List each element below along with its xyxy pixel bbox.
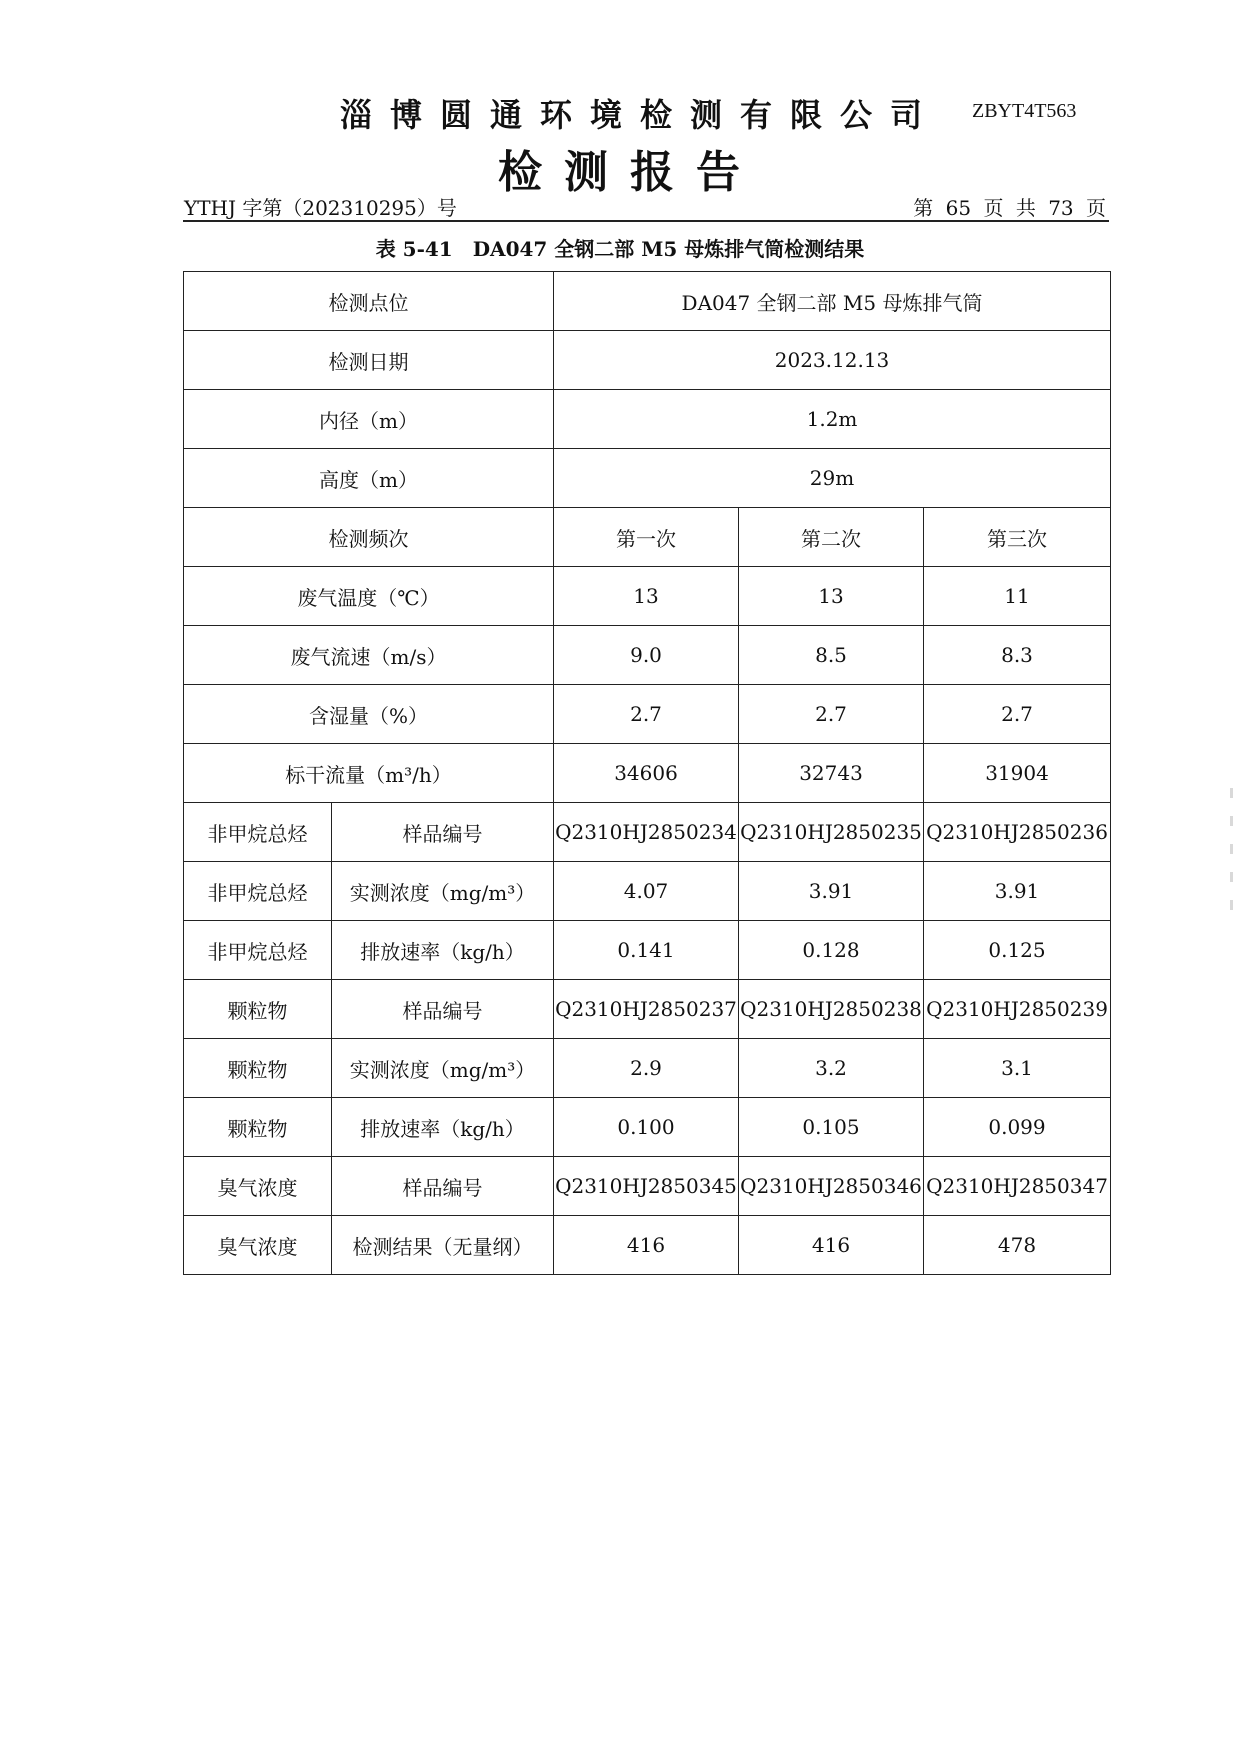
table-row bbox=[184, 626, 1111, 685]
table-row bbox=[184, 272, 1111, 331]
page-prefix: 第 bbox=[913, 196, 934, 220]
pollutant-name: 颗粒物 bbox=[184, 1039, 332, 1098]
report-title: 检测报告 bbox=[498, 147, 762, 198]
pollutant-value: 0.128 bbox=[739, 921, 924, 980]
pollutant-item: 检测结果（无量纲） bbox=[332, 1216, 554, 1275]
param-value: 2.7 bbox=[924, 685, 1111, 744]
table-row bbox=[184, 1039, 1111, 1098]
param-label: 废气温度（℃） bbox=[184, 567, 554, 626]
company-name: 淄博圆通环境检测有限公司 bbox=[340, 96, 941, 134]
pollutant-value: Q2310HJ2850345 bbox=[554, 1157, 739, 1216]
pollutant-value: 4.07 bbox=[554, 862, 739, 921]
pollutant-value: 3.91 bbox=[739, 862, 924, 921]
height-value: 29m bbox=[554, 449, 1111, 508]
pollutant-name: 非甲烷总烃 bbox=[184, 921, 332, 980]
pollutant-name: 非甲烷总烃 bbox=[184, 803, 332, 862]
pollutant-value: 3.1 bbox=[924, 1039, 1111, 1098]
frequency-third: 第三次 bbox=[924, 508, 1111, 567]
header-rule bbox=[183, 220, 1109, 222]
table-row bbox=[184, 685, 1111, 744]
param-value: 9.0 bbox=[554, 626, 739, 685]
frequency-second: 第二次 bbox=[739, 508, 924, 567]
table-row bbox=[184, 862, 1111, 921]
pollutant-name: 非甲烷总烃 bbox=[184, 862, 332, 921]
pollutant-value: 0.141 bbox=[554, 921, 739, 980]
pollutant-item: 样品编号 bbox=[332, 803, 554, 862]
pollutant-value: Q2310HJ2850235 bbox=[739, 803, 924, 862]
table-row bbox=[184, 744, 1111, 803]
frequency-label: 检测频次 bbox=[184, 508, 554, 567]
reference-number: YTHJ 字第（202310295）号 bbox=[184, 196, 457, 220]
pollutant-name: 颗粒物 bbox=[184, 1098, 332, 1157]
param-value: 13 bbox=[554, 567, 739, 626]
table-row bbox=[184, 1098, 1111, 1157]
pollutant-value: Q2310HJ2850236 bbox=[924, 803, 1111, 862]
table-row bbox=[184, 331, 1111, 390]
height-label: 高度（m） bbox=[184, 449, 554, 508]
pollutant-item: 排放速率（kg/h） bbox=[332, 921, 554, 980]
page-current: 65 bbox=[945, 196, 972, 220]
pollutant-value: 0.099 bbox=[924, 1098, 1111, 1157]
param-value: 13 bbox=[739, 567, 924, 626]
param-value: 2.7 bbox=[554, 685, 739, 744]
page-mid2: 共 bbox=[1015, 196, 1036, 220]
table-caption: 表 5-41 DA047 全钢二部 M5 母炼排气筒检测结果 bbox=[375, 237, 865, 261]
pollutant-value: 0.100 bbox=[554, 1098, 739, 1157]
table-row bbox=[184, 803, 1111, 862]
results-table bbox=[183, 271, 1111, 1275]
frequency-first: 第一次 bbox=[554, 508, 739, 567]
pollutant-item: 样品编号 bbox=[332, 1157, 554, 1216]
param-value: 32743 bbox=[739, 744, 924, 803]
pollutant-value: 3.2 bbox=[739, 1039, 924, 1098]
table-row bbox=[184, 921, 1111, 980]
param-value: 8.5 bbox=[739, 626, 924, 685]
pollutant-item: 实测浓度（mg/m³） bbox=[332, 1039, 554, 1098]
pollutant-value: 478 bbox=[924, 1216, 1111, 1275]
pollutant-value: 0.105 bbox=[739, 1098, 924, 1157]
report-code: ZBYT4T563 bbox=[972, 100, 1077, 122]
param-value: 2.7 bbox=[739, 685, 924, 744]
diameter-value: 1.2m bbox=[554, 390, 1111, 449]
page-indicator bbox=[910, 192, 1109, 221]
pollutant-value: Q2310HJ2850238 bbox=[739, 980, 924, 1039]
pollutant-value: 416 bbox=[739, 1216, 924, 1275]
table-row bbox=[184, 1216, 1111, 1275]
pollutant-item: 实测浓度（mg/m³） bbox=[332, 862, 554, 921]
param-value: 8.3 bbox=[924, 626, 1111, 685]
table-row bbox=[184, 508, 1111, 567]
pollutant-value: 2.9 bbox=[554, 1039, 739, 1098]
pollutant-name: 臭气浓度 bbox=[184, 1216, 332, 1275]
pollutant-item: 样品编号 bbox=[332, 980, 554, 1039]
pollutant-name: 臭气浓度 bbox=[184, 1157, 332, 1216]
pollutant-value: 416 bbox=[554, 1216, 739, 1275]
diameter-label: 内径（m） bbox=[184, 390, 554, 449]
pollutant-value: Q2310HJ2850239 bbox=[924, 980, 1111, 1039]
param-label: 标干流量（m³/h） bbox=[184, 744, 554, 803]
page-mid1: 页 bbox=[983, 196, 1004, 220]
page-edge-marks bbox=[1230, 788, 1233, 928]
table-row bbox=[184, 390, 1111, 449]
pollutant-value: Q2310HJ2850347 bbox=[924, 1157, 1111, 1216]
pollutant-value: 3.91 bbox=[924, 862, 1111, 921]
date-value: 2023.12.13 bbox=[554, 331, 1111, 390]
pollutant-value: Q2310HJ2850237 bbox=[554, 980, 739, 1039]
table-row bbox=[184, 567, 1111, 626]
table-row bbox=[184, 449, 1111, 508]
param-label: 含湿量（%） bbox=[184, 685, 554, 744]
page-total: 73 bbox=[1048, 196, 1074, 220]
param-value: 31904 bbox=[924, 744, 1111, 803]
param-value: 11 bbox=[924, 567, 1111, 626]
table-row bbox=[184, 980, 1111, 1039]
pollutant-item: 排放速率（kg/h） bbox=[332, 1098, 554, 1157]
pollutant-name: 颗粒物 bbox=[184, 980, 332, 1039]
param-label: 废气流速（m/s） bbox=[184, 626, 554, 685]
pollutant-value: Q2310HJ2850234 bbox=[554, 803, 739, 862]
pollutant-value: 0.125 bbox=[924, 921, 1111, 980]
param-value: 34606 bbox=[554, 744, 739, 803]
pollutant-value: Q2310HJ2850346 bbox=[739, 1157, 924, 1216]
location-value: DA047 全钢二部 M5 母炼排气筒 bbox=[554, 272, 1111, 331]
location-label: 检测点位 bbox=[184, 272, 554, 331]
page-suffix: 页 bbox=[1086, 196, 1106, 220]
date-label: 检测日期 bbox=[184, 331, 554, 390]
table-row bbox=[184, 1157, 1111, 1216]
